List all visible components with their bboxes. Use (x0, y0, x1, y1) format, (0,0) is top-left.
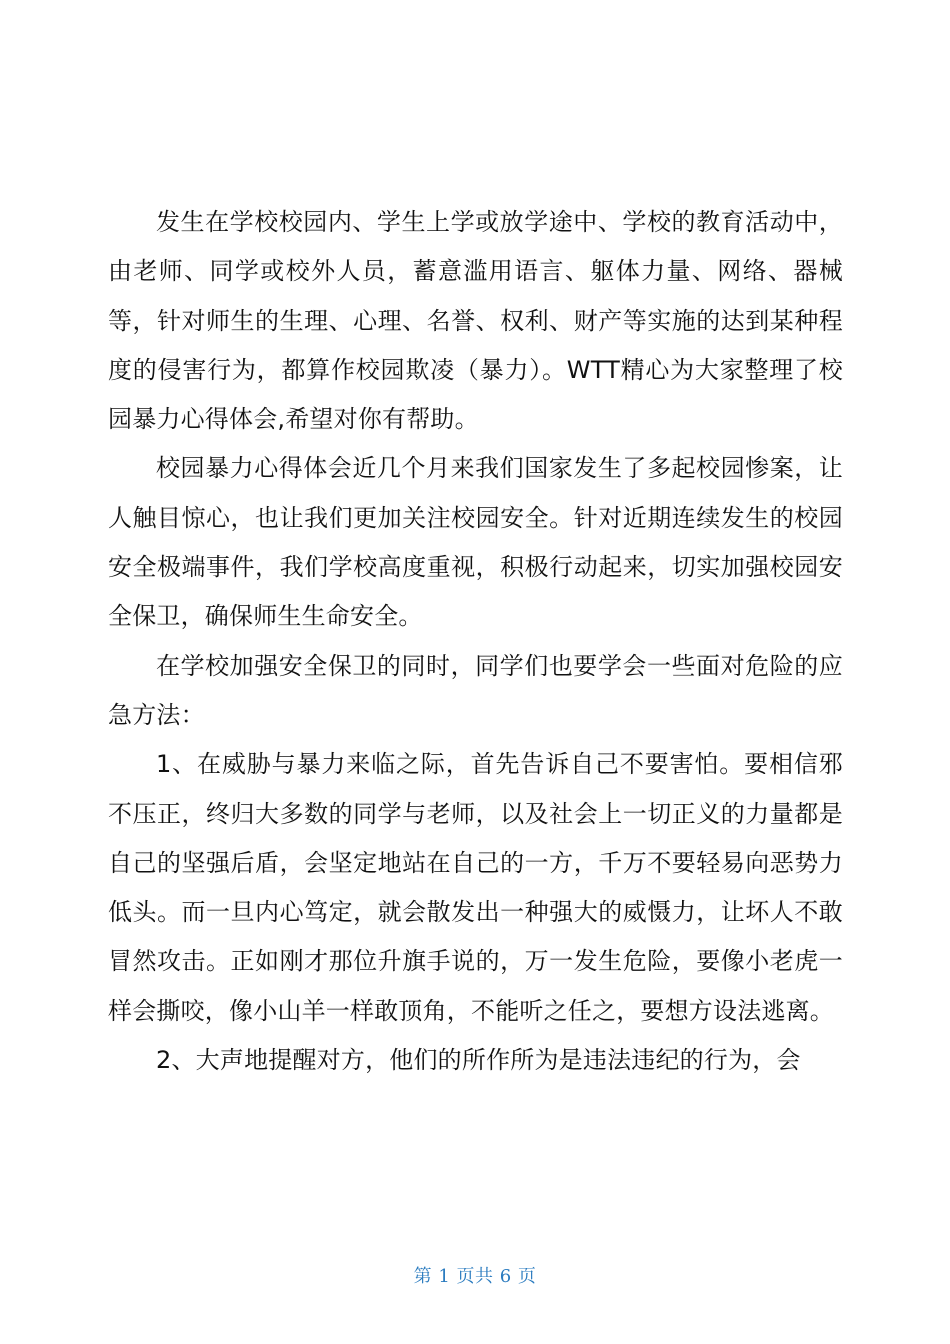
paragraph-method-1: 1、在威胁与暴力来临之际，首先告诉自己不要害怕。要相信邪不压正，终归大多数的同学与老师，以及社会上一切正义的力量都是自己的坚强后盾，会坚定地站在自己的一方，千万不要轻易向恶势力低头。而一旦内心笃定，就会散发出一种强大的威慑力，让坏人不敢冒然攻击。正如刚才那位升旗手说的，万一发生危险，要像小老虎一样会撕咬，像小山羊一样敢顶角，不能听之任之，要想方设法逃离。 (108, 750, 843, 1025)
document-body (108, 198, 843, 1085)
page-footer: 第 1 页共 6 页 (413, 1266, 537, 1287)
paragraph-emergency-methods: 在学校加强安全保卫的同时，同学们也要学会一些面对危险的应急方法： (108, 651, 843, 729)
paragraph-intro: 发生在学校校园内、学生上学或放学途中、学校的教育活动中，由老师、同学或校外人员，蓄意滥用语言、躯体力量、网络、器械等，针对师生的生理、心理、名誉、权利、财产等实施的达到某种程度的侵害行为，都算作校园欺凌（暴力）。WTT精心为大家整理了校园暴力心得体会,希望对你有帮助。 (108, 208, 843, 434)
paragraph-method-2: 2、大声地提醒对方，他们的所作所为是违法违纪的行为，会 (156, 1046, 801, 1075)
paragraph-reflection: 校园暴力心得体会近几个月来我们国家发生了多起校园惨案，让人触目惊心，也让我们更加关注校园安全。针对近期连续发生的校园安全极端事件，我们学校高度重视，积极行动起来，切实加强校园安全保卫，确保师生生命安全。 (108, 454, 843, 631)
